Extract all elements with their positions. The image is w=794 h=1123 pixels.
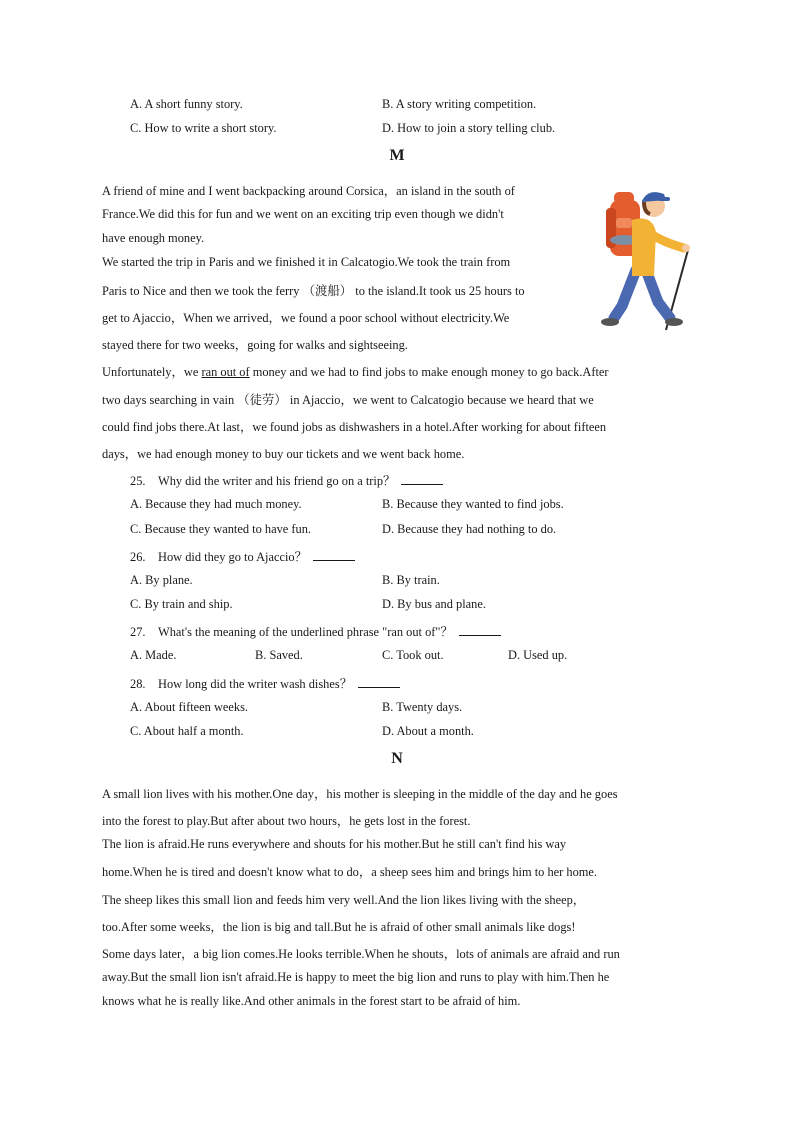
passage-line (102, 362, 609, 380)
passage-line: get to Ajaccio，When we arrived，we found a poor school without electricity.We (102, 311, 510, 325)
option-b: B. Because they wanted to find jobs. (382, 497, 564, 511)
option-d: D. Because they had nothing to do. (382, 522, 557, 536)
question-28 (130, 674, 400, 692)
option-b: B. A story writing competition. (382, 97, 537, 111)
passage-line: A small lion lives with his mother.One day，his mother is sleeping in the middle of the day and he goes (102, 787, 618, 801)
option-a: A. A short funny story. (130, 97, 243, 111)
passage-line: We started the trip in Paris and we finished it in Calcatogio.We took the train from (102, 255, 511, 269)
underlined-phrase: ran out of (201, 365, 250, 379)
option-a: A. Because they had much money. (130, 497, 302, 511)
option-d: D. By bus and plane. (382, 597, 486, 611)
option-b: B. Saved. (255, 648, 303, 662)
question-27 (130, 622, 501, 640)
section-heading-n: N (391, 750, 403, 767)
answer-blank[interactable] (401, 474, 443, 485)
passage-line: A friend of mine and I went backpacking around Corsica，an island in the south of (102, 184, 515, 198)
option-c: C. By train and ship. (130, 597, 233, 611)
passage-line: France.We did this for fun and we went on an exciting trip even though we didn't (102, 207, 504, 221)
passage-line: knows what he is really like.And other animals in the forest start to be afraid of him. (102, 994, 521, 1008)
question-text: Why did the writer and his friend go on a trip？ (158, 474, 396, 488)
passage-line: days，we had enough money to buy our tickets and we went back home. (102, 447, 465, 461)
question-number: 28. (130, 677, 146, 691)
question-text: What's the meaning of the underlined phrase "ran out of"？ (158, 625, 453, 639)
option-b: B. Twenty days. (382, 700, 463, 714)
passage-line: The sheep likes this small lion and feeds him very well.And the lion likes living with the sheep， (102, 893, 586, 907)
passage-line: away.But the small lion isn't afraid.He is happy to meet the big lion and runs to play with him.Then he (102, 970, 610, 984)
question-number: 25. (130, 474, 146, 488)
passage-line: two days searching in vain （徒劳） in Ajaccio，we went to Calcatogio because we heard that we (102, 393, 594, 407)
question-26 (130, 547, 355, 565)
backpacker-illustration (596, 184, 696, 334)
passage-line: could find jobs there.At last，we found jobs as dishwashers in a hotel.After working for about fifteen (102, 420, 607, 434)
question-number: 26. (130, 550, 146, 564)
passage-line: Paris to Nice and then we took the ferry （渡船） to the island.It took us 25 hours to (102, 284, 525, 298)
text-run: Unfortunately，we (102, 365, 202, 379)
option-c: C. How to write a short story. (130, 121, 277, 135)
passage-line: have enough money. (102, 231, 205, 245)
passage-line: home.When he is tired and doesn't know what to do，a sheep sees him and brings him to her home. (102, 865, 598, 879)
passage-line: into the forest to play.But after about two hours，he gets lost in the forest. (102, 814, 471, 828)
passage-line: Some days later，a big lion comes.He looks terrible.When he shouts，lots of animals are afraid and run (102, 947, 620, 961)
section-heading-m: M (389, 147, 405, 164)
passage-line: stayed there for two weeks，going for walks and sightseeing. (102, 338, 408, 352)
option-c: C. About half a month. (130, 724, 244, 738)
question-number: 27. (130, 625, 146, 639)
passage-line: too.After some weeks，the lion is big and tall.But he is afraid of other small animals like dogs! (102, 920, 576, 934)
option-c: C. Took out. (382, 648, 444, 662)
option-c: C. Because they wanted to have fun. (130, 522, 311, 536)
passage-line: The lion is afraid.He runs everywhere and shouts for his mother.But he still can't find his way (102, 837, 567, 851)
question-text: How long did the writer wash dishes？ (158, 677, 353, 691)
text-run: money and we had to find jobs to make enough money to go back.After (249, 365, 609, 379)
option-d: D. How to join a story telling club. (382, 121, 556, 135)
answer-blank[interactable] (459, 625, 501, 636)
option-a: A. Made. (130, 648, 177, 662)
answer-blank[interactable] (313, 550, 355, 561)
question-25 (130, 471, 443, 489)
option-b: B. By train. (382, 573, 440, 587)
option-a: A. By plane. (130, 573, 193, 587)
option-d: D. Used up. (508, 648, 568, 662)
question-text: How did they go to Ajaccio？ (158, 550, 308, 564)
option-d: D. About a month. (382, 724, 474, 738)
answer-blank[interactable] (358, 677, 400, 688)
option-a: A. About fifteen weeks. (130, 700, 249, 714)
